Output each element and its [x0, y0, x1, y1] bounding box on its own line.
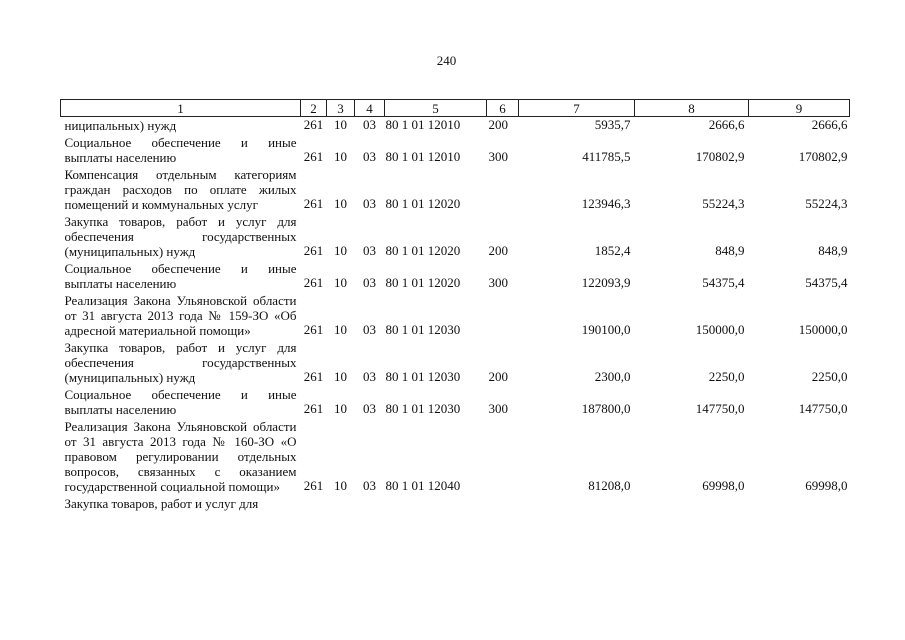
cell-year2: 147750,0 [695, 401, 745, 416]
cell-csr [385, 494, 487, 511]
cell-year1 [519, 494, 635, 511]
cell-rz: 10 [334, 149, 347, 164]
row-name: Закупка товаров, работ и услуг для [64, 496, 259, 511]
cell-pr: 03 [363, 275, 376, 290]
cell-ved: 261 [303, 243, 324, 258]
table-row [61, 385, 850, 417]
cell-pr: 03 [363, 149, 376, 164]
cell-rz: 10 [334, 478, 347, 493]
col-header-4: 4 [355, 100, 385, 117]
cell-pr [355, 494, 385, 511]
cell-year2: 2250,0 [708, 369, 745, 384]
cell-csr: 80 1 01 12030 [385, 401, 461, 416]
cell-pr: 03 [363, 196, 376, 211]
cell-rz: 10 [334, 369, 347, 384]
cell-ved: 261 [303, 478, 324, 493]
cell-ved: 261 [303, 196, 324, 211]
cell-rz: 10 [334, 322, 347, 337]
cell-year2 [635, 494, 749, 511]
cell-year3: 170802,9 [798, 149, 848, 164]
cell-pr: 03 [363, 243, 376, 258]
cell-year2: 69998,0 [702, 478, 745, 493]
cell-csr: 80 1 01 12030 [385, 369, 461, 384]
row-name: Социальное обеспечение и иные выплаты населению [64, 261, 297, 291]
page-number: 240 [436, 53, 457, 68]
cell-year1: 190100,0 [581, 322, 631, 337]
cell-year1: 411785,5 [582, 149, 631, 164]
table-row [61, 212, 850, 259]
cell-ved: 261 [303, 322, 324, 337]
cell-vr [487, 165, 519, 212]
cell-year1: 81208,0 [588, 478, 631, 493]
cell-year1: 1852,4 [594, 243, 631, 258]
cell-year3: 848,9 [818, 243, 848, 258]
table-row [61, 494, 850, 511]
cell-pr: 03 [363, 369, 376, 384]
cell-ved: 261 [303, 401, 324, 416]
cell-vr [487, 494, 519, 511]
cell-csr: 80 1 01 12040 [385, 478, 461, 493]
cell-rz: 10 [334, 401, 347, 416]
cell-rz: 10 [334, 117, 347, 132]
cell-vr: 300 [488, 275, 508, 290]
cell-ved: 261 [303, 117, 324, 132]
col-header-6: 6 [487, 100, 519, 117]
table-row [61, 291, 850, 338]
cell-csr: 80 1 01 12010 [385, 117, 461, 132]
cell-year1: 187800,0 [581, 401, 631, 416]
row-name: Социальное обеспечение и иные выплаты населению [64, 387, 297, 417]
cell-pr: 03 [363, 322, 376, 337]
row-name: Компенсация отдельным категориям граждан расходов по оплате жилых помещений и коммунальных услуг [64, 167, 297, 212]
row-name: Закупка товаров, работ и услуг для обеспечения государственных (муниципальных) нужд [64, 340, 297, 385]
cell-year3: 2250,0 [811, 369, 848, 384]
col-header-8: 8 [635, 100, 749, 117]
table-body [61, 117, 850, 512]
budget-table [60, 99, 850, 511]
row-name: Закупка товаров, работ и услуг для обеспечения государственных (муниципальных) нужд [64, 214, 297, 259]
row-name: Реализация Закона Ульяновской области от 31 августа 2013 года № 159-ЗО «Об адресной материальной помощи» [64, 293, 297, 338]
col-header-1: 1 [61, 100, 301, 117]
cell-vr: 200 [488, 243, 508, 258]
cell-csr: 80 1 01 12030 [385, 322, 461, 337]
cell-pr: 03 [363, 117, 376, 132]
table-row [61, 165, 850, 212]
cell-ved [301, 494, 327, 511]
cell-year3 [749, 494, 850, 511]
cell-year2: 150000,0 [695, 322, 745, 337]
table-row [61, 133, 850, 165]
cell-year3: 147750,0 [798, 401, 848, 416]
cell-pr: 03 [363, 401, 376, 416]
cell-rz: 10 [334, 275, 347, 290]
cell-year2: 848,9 [715, 243, 745, 258]
cell-year2: 55224,3 [702, 196, 745, 211]
cell-year3: 150000,0 [798, 322, 848, 337]
table-row [61, 259, 850, 291]
cell-csr: 80 1 01 12020 [385, 196, 461, 211]
col-header-2: 2 [301, 100, 327, 117]
cell-year2: 170802,9 [695, 149, 745, 164]
cell-vr: 300 [488, 401, 508, 416]
row-name: ниципальных) нужд [64, 118, 177, 133]
cell-year2: 2666,6 [708, 117, 745, 132]
cell-rz: 10 [334, 196, 347, 211]
cell-vr [487, 291, 519, 338]
cell-rz: 10 [334, 243, 347, 258]
table-header [61, 100, 850, 117]
cell-rz [327, 494, 355, 511]
cell-ved: 261 [303, 149, 324, 164]
cell-year3: 54375,4 [805, 275, 848, 290]
row-name: Социальное обеспечение и иные выплаты населению [64, 135, 297, 165]
cell-year3: 55224,3 [805, 196, 848, 211]
cell-year1: 122093,9 [581, 275, 631, 290]
col-header-9: 9 [749, 100, 850, 117]
cell-vr: 300 [488, 149, 508, 164]
cell-year2: 54375,4 [702, 275, 745, 290]
cell-year3: 69998,0 [805, 478, 848, 493]
col-header-3: 3 [327, 100, 355, 117]
cell-year1: 5935,7 [594, 117, 631, 132]
cell-ved: 261 [303, 369, 324, 384]
table-row [61, 417, 850, 494]
cell-csr: 80 1 01 12020 [385, 243, 461, 258]
cell-pr: 03 [363, 478, 376, 493]
cell-csr: 80 1 01 12020 [385, 275, 461, 290]
table-row [61, 338, 850, 385]
cell-vr: 200 [488, 117, 508, 132]
cell-year1: 123946,3 [581, 196, 631, 211]
cell-year3: 2666,6 [811, 117, 848, 132]
header-row [61, 100, 850, 117]
col-header-7: 7 [519, 100, 635, 117]
table-row [61, 117, 850, 134]
cell-vr: 200 [488, 369, 508, 384]
cell-vr [487, 417, 519, 494]
col-header-5: 5 [385, 100, 487, 117]
cell-csr: 80 1 01 12010 [385, 149, 461, 164]
cell-year1: 2300,0 [594, 369, 631, 384]
row-name: Реализация Закона Ульяновской области от 31 августа 2013 года № 160-ЗО «О правовом регулировании отдельных вопросов, связанных с оказанием государственной социальной помощи» [64, 419, 297, 494]
cell-ved: 261 [303, 275, 324, 290]
